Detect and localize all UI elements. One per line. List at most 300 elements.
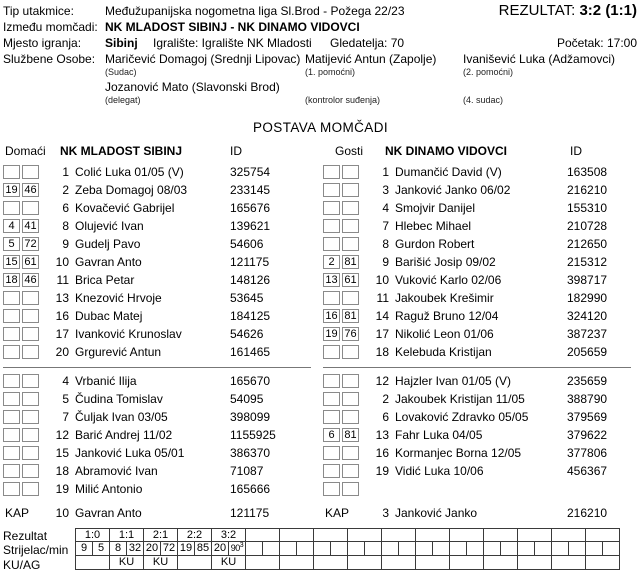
sub-minute-box bbox=[22, 464, 39, 478]
match-type-value: Međužupanijska nogometna liga Sl.Brod - Požega 22/23 bbox=[105, 4, 405, 18]
scorer-minute-cells bbox=[551, 541, 586, 556]
player-name: Vidić Luka 10/06 bbox=[395, 464, 484, 478]
scorer-minute-cells bbox=[483, 541, 518, 556]
home-captain-row bbox=[3, 505, 319, 523]
sub-player-box: 2 bbox=[323, 255, 340, 269]
sub-minute-box: 46 bbox=[22, 183, 39, 197]
player-name: Dubac Matej bbox=[75, 309, 143, 323]
minute-cell bbox=[364, 541, 382, 556]
score-cell bbox=[245, 528, 280, 542]
player-id: 163508 bbox=[567, 165, 608, 179]
player-id: 161465 bbox=[230, 345, 271, 359]
sub-minute-box bbox=[22, 410, 39, 424]
player-row bbox=[323, 481, 639, 499]
shirt-number: 12 bbox=[55, 428, 69, 442]
ku-ag-cell bbox=[313, 555, 348, 570]
shirt-number: 19 bbox=[375, 464, 389, 478]
player-name: Colić Luka 01/05 (V) bbox=[75, 165, 184, 179]
sub-player-box bbox=[3, 446, 20, 460]
player-id: 324120 bbox=[567, 309, 608, 323]
scorer-minute-cells bbox=[177, 541, 212, 556]
sub-player-box bbox=[323, 165, 340, 179]
shirt-number: 9 bbox=[382, 255, 389, 269]
shirt-number: 16 bbox=[55, 309, 69, 323]
ku-ag-cell bbox=[585, 555, 620, 570]
score-cell bbox=[551, 528, 586, 542]
delegate-role: (delegat) bbox=[105, 95, 141, 105]
scorer-cell: 8 bbox=[109, 541, 127, 556]
player-id: 398717 bbox=[567, 273, 608, 287]
shirt-number: 20 bbox=[55, 345, 69, 359]
fourth-official-role: (4. sudac) bbox=[463, 95, 504, 105]
ku-ag-cell bbox=[551, 555, 586, 570]
shirt-number: 15 bbox=[55, 446, 69, 460]
sub-minute-box bbox=[342, 410, 359, 424]
goal-column bbox=[585, 528, 620, 570]
goal-column bbox=[279, 528, 314, 570]
sub-minute-box bbox=[22, 392, 39, 406]
sub-minute-box bbox=[342, 374, 359, 388]
away-team-header bbox=[323, 144, 639, 164]
player-id: 165676 bbox=[230, 201, 271, 215]
player-name: Kovačević Gabrijel bbox=[75, 201, 175, 215]
sub-minute-box: 61 bbox=[342, 273, 359, 287]
player-name: Zeba Domagoj 08/03 bbox=[75, 183, 188, 197]
scorer-cell bbox=[551, 541, 569, 556]
ku-ag-cell: KU bbox=[211, 555, 246, 570]
player-id: 53645 bbox=[230, 291, 264, 305]
player-row bbox=[323, 272, 639, 290]
goal-column bbox=[177, 528, 212, 570]
shirt-number: 8 bbox=[382, 237, 389, 251]
shirt-number: 14 bbox=[375, 309, 389, 323]
kickoff-time: Početak: 17:00 bbox=[556, 36, 637, 50]
shirt-number: 17 bbox=[55, 327, 69, 341]
minute-cell bbox=[568, 541, 586, 556]
score-cell: 2:2 bbox=[177, 528, 212, 542]
shirt-number: 8 bbox=[62, 219, 69, 233]
away-captain-name: Janković Janko bbox=[395, 506, 478, 520]
shirt-number: 13 bbox=[55, 291, 69, 305]
player-name: Brica Petar bbox=[75, 273, 135, 287]
player-id: 205659 bbox=[567, 345, 608, 359]
scorer-cell: 19 bbox=[177, 541, 195, 556]
player-id: 235659 bbox=[567, 374, 608, 388]
player-name: Grgurević Antun bbox=[75, 345, 162, 359]
venue-label: Mjesto igranja: bbox=[3, 36, 82, 50]
scorer-minute-cells bbox=[313, 541, 348, 556]
goal-column bbox=[381, 528, 416, 570]
sub-minute-box bbox=[22, 482, 39, 496]
scorer-minute-cells bbox=[415, 541, 450, 556]
scorer-cell bbox=[245, 541, 263, 556]
player-name: Gavran Anto bbox=[75, 255, 142, 269]
goal-column bbox=[347, 528, 382, 570]
score-cell bbox=[313, 528, 348, 542]
score-cell bbox=[449, 528, 484, 542]
goal-column bbox=[483, 528, 518, 570]
player-row bbox=[323, 308, 639, 326]
away-captain-id: 216210 bbox=[567, 506, 608, 520]
score-cell: 1:1 bbox=[109, 528, 144, 542]
page-title: POSTAVA MOMČADI bbox=[252, 120, 388, 135]
player-name: Nikolić Leon 01/06 bbox=[395, 327, 494, 341]
player-id: 184125 bbox=[230, 309, 271, 323]
sub-minute-box bbox=[342, 165, 359, 179]
player-id: 456367 bbox=[567, 464, 608, 478]
player-row bbox=[3, 391, 319, 409]
shirt-number: 19 bbox=[55, 482, 69, 496]
shirt-number: 6 bbox=[62, 201, 69, 215]
player-id: 377806 bbox=[567, 446, 608, 460]
sub-player-box: 13 bbox=[323, 273, 340, 287]
sub-player-box bbox=[323, 446, 340, 460]
sub-minute-box bbox=[342, 482, 359, 496]
player-name: Vuković Karlo 02/06 bbox=[395, 273, 502, 287]
sub-minute-box bbox=[22, 446, 39, 460]
player-name: Čudina Tomislav bbox=[75, 392, 163, 406]
scorer-cell bbox=[415, 541, 433, 556]
shirt-number: 2 bbox=[62, 183, 69, 197]
home-bench-list bbox=[3, 373, 319, 499]
scorer-minute-cells bbox=[143, 541, 178, 556]
player-row bbox=[3, 254, 319, 272]
sub-player-box: 15 bbox=[3, 255, 20, 269]
sub-player-box bbox=[3, 309, 20, 323]
player-name: Olujević Ivan bbox=[75, 219, 144, 233]
ku-ag-cell bbox=[381, 555, 416, 570]
minute-cell: 32 bbox=[126, 541, 144, 556]
goal-column bbox=[415, 528, 450, 570]
sub-player-box bbox=[323, 392, 340, 406]
player-row bbox=[3, 218, 319, 236]
scorer-cell bbox=[313, 541, 331, 556]
player-name: Hlebec Mihael bbox=[395, 219, 472, 233]
player-row bbox=[3, 373, 319, 391]
player-id: 379569 bbox=[567, 410, 608, 424]
away-bench-divider bbox=[323, 367, 631, 368]
sub-minute-box: 81 bbox=[342, 255, 359, 269]
home-id-column-header: ID bbox=[230, 144, 242, 158]
sub-player-box bbox=[3, 165, 20, 179]
player-name: Kormanjec Borna 12/05 bbox=[395, 446, 522, 460]
sub-minute-box bbox=[342, 237, 359, 251]
controller-role: (kontrolor suđenja) bbox=[305, 95, 381, 105]
player-id: 139621 bbox=[230, 219, 271, 233]
player-name: Janković Luka 05/01 bbox=[75, 446, 185, 460]
ku-ag-cell: KU bbox=[143, 555, 178, 570]
player-name: Gudelj Pavo bbox=[75, 237, 141, 251]
shirt-number: 12 bbox=[375, 374, 389, 388]
away-captain-label: KAP bbox=[325, 506, 350, 520]
player-id: 148126 bbox=[230, 273, 271, 287]
player-row bbox=[3, 427, 319, 445]
sub-player-box: 18 bbox=[3, 273, 20, 287]
shirt-number: 11 bbox=[56, 273, 69, 287]
player-name: Knezović Hrvoje bbox=[75, 291, 162, 305]
minute-cell bbox=[330, 541, 348, 556]
shirt-number: 10 bbox=[375, 273, 389, 287]
player-id: 215312 bbox=[567, 255, 608, 269]
minute-cell bbox=[500, 541, 518, 556]
shirt-number: 7 bbox=[382, 219, 389, 233]
minute-cell: $90^3$ bbox=[228, 541, 246, 556]
sub-player-box bbox=[323, 374, 340, 388]
minute-cell bbox=[466, 541, 484, 556]
player-id: 165670 bbox=[230, 374, 271, 388]
sub-player-box: 16 bbox=[323, 309, 340, 323]
away-side-label: Gosti bbox=[335, 144, 364, 158]
player-row bbox=[3, 272, 319, 290]
shirt-number: 18 bbox=[375, 345, 389, 359]
sub-minute-box: 81 bbox=[342, 428, 359, 442]
sub-minute-box bbox=[342, 291, 359, 305]
sub-player-box bbox=[323, 183, 340, 197]
home-captain-label: KAP bbox=[5, 506, 30, 520]
player-row bbox=[3, 308, 319, 326]
scorer-cell bbox=[279, 541, 297, 556]
score-cell: 1:0 bbox=[75, 528, 110, 542]
sub-minute-box: 72 bbox=[22, 237, 39, 251]
away-id-column-header: ID bbox=[570, 144, 582, 158]
shirt-number: 1 bbox=[62, 165, 69, 179]
sub-player-box bbox=[3, 327, 20, 341]
ku-ag-cell bbox=[177, 555, 212, 570]
player-name: Janković Janko 06/02 bbox=[395, 183, 511, 197]
score-cell bbox=[415, 528, 450, 542]
result-label: REZULTAT: bbox=[498, 2, 576, 19]
sub-player-box bbox=[3, 482, 20, 496]
sub-player-box bbox=[323, 201, 340, 215]
scorer-cell bbox=[381, 541, 399, 556]
away-team-name: NK DINAMO VIDOVCI bbox=[385, 144, 508, 158]
home-side-label: Domaći bbox=[5, 144, 46, 158]
shirt-number: 13 bbox=[375, 428, 389, 442]
shirt-number: 6 bbox=[382, 410, 389, 424]
minute-cell bbox=[602, 541, 620, 556]
player-row bbox=[323, 445, 639, 463]
player-row bbox=[3, 182, 319, 200]
player-id: 71087 bbox=[230, 464, 264, 478]
player-name: Dumančić David (V) bbox=[395, 165, 502, 179]
scorer-cell bbox=[585, 541, 603, 556]
scorer-row-label: Strijelac/min bbox=[3, 543, 69, 557]
sub-minute-box bbox=[342, 446, 359, 460]
scorer-cell bbox=[347, 541, 365, 556]
player-name: Smojvir Danijel bbox=[395, 201, 476, 215]
player-row bbox=[3, 326, 319, 344]
player-row bbox=[323, 290, 639, 308]
player-name: Ivanković Krunoslav bbox=[75, 327, 182, 341]
sub-minute-box: 76 bbox=[342, 327, 359, 341]
shirt-number: 11 bbox=[376, 291, 389, 305]
player-id: 379622 bbox=[567, 428, 608, 442]
player-row bbox=[3, 200, 319, 218]
sub-player-box: 5 bbox=[3, 237, 20, 251]
player-name: Jakoubek Kristijan 11/05 bbox=[395, 392, 525, 406]
ku-ag-cell bbox=[279, 555, 314, 570]
goal-column bbox=[517, 528, 552, 570]
sub-minute-box bbox=[22, 345, 39, 359]
sub-minute-box: 46 bbox=[22, 273, 39, 287]
sub-player-box bbox=[3, 345, 20, 359]
scorer-minute-cells bbox=[211, 541, 246, 556]
player-id: 121175 bbox=[230, 255, 270, 269]
home-captain-name: Gavran Anto bbox=[75, 506, 142, 520]
scorer-cell bbox=[449, 541, 467, 556]
minute-cell bbox=[296, 541, 314, 556]
player-row bbox=[323, 182, 639, 200]
player-name: Barić Andrej 11/02 bbox=[75, 428, 173, 442]
player-id: 398099 bbox=[230, 410, 271, 424]
sub-player-box bbox=[3, 291, 20, 305]
player-row bbox=[3, 445, 319, 463]
player-row bbox=[3, 481, 319, 499]
sub-player-box: 6 bbox=[323, 428, 340, 442]
shirt-number: 1 bbox=[382, 165, 389, 179]
delegate-name: Jozanović Mato (Slavonski Brod) bbox=[105, 80, 280, 94]
scorer-minute-cells bbox=[279, 541, 314, 556]
player-id: 233145 bbox=[230, 183, 271, 197]
away-captain-row bbox=[323, 505, 639, 523]
sub-minute-box bbox=[22, 428, 39, 442]
player-row bbox=[323, 200, 639, 218]
ku-ag-cell bbox=[483, 555, 518, 570]
sub-player-box bbox=[3, 464, 20, 478]
result-value: 3:2 (1:1) bbox=[579, 2, 637, 19]
goal-column bbox=[313, 528, 348, 570]
player-row bbox=[323, 409, 639, 427]
scorer-minute-cells bbox=[381, 541, 416, 556]
player-row bbox=[323, 218, 639, 236]
sub-minute-box bbox=[22, 201, 39, 215]
scorer-cell: 9 bbox=[75, 541, 93, 556]
goal-column bbox=[75, 528, 110, 570]
home-starters-list bbox=[3, 164, 319, 362]
assistant2-role: (2. pomoćni) bbox=[463, 67, 514, 77]
goal-column bbox=[449, 528, 484, 570]
assistant1-name: Matijević Antun (Zapolje) bbox=[305, 52, 437, 66]
sub-player-box bbox=[323, 291, 340, 305]
player-name: Hajzler Ivan 01/05 (V) bbox=[395, 374, 512, 388]
player-id: 325754 bbox=[230, 165, 271, 179]
sub-player-box bbox=[323, 464, 340, 478]
ku-ag-cell bbox=[449, 555, 484, 570]
sub-player-box bbox=[323, 482, 340, 496]
shirt-number: 3 bbox=[382, 183, 389, 197]
scorer-minute-cells bbox=[109, 541, 144, 556]
minute-cell: 5 bbox=[92, 541, 110, 556]
ku-ag-cell: KU bbox=[109, 555, 144, 570]
sub-player-box: 19 bbox=[3, 183, 20, 197]
minute-cell bbox=[432, 541, 450, 556]
player-id: 388790 bbox=[567, 392, 608, 406]
sub-player-box: 19 bbox=[323, 327, 340, 341]
player-row bbox=[323, 254, 639, 272]
player-row bbox=[323, 344, 639, 362]
ku-ag-cell bbox=[347, 555, 382, 570]
sub-minute-box: 41 bbox=[22, 219, 39, 233]
shirt-number: 2 bbox=[382, 392, 389, 406]
sub-minute-box bbox=[342, 183, 359, 197]
sub-player-box bbox=[323, 345, 340, 359]
sub-minute-box: 81 bbox=[342, 309, 359, 323]
away-bench-list bbox=[323, 373, 639, 499]
away-starters-list bbox=[323, 164, 639, 362]
sub-minute-box: 61 bbox=[22, 255, 39, 269]
teams-value: NK MLADOST SIBINJ - NK DINAMO VIDOVCI bbox=[105, 20, 360, 34]
player-name: Čuljak Ivan 03/05 bbox=[75, 410, 168, 424]
scorer-cell: 20 bbox=[211, 541, 229, 556]
player-id: 155310 bbox=[567, 201, 608, 215]
shirt-number: 4 bbox=[62, 374, 69, 388]
score-cell: 2:1 bbox=[143, 528, 178, 542]
shirt-number: 4 bbox=[382, 201, 389, 215]
ku-ag-cell bbox=[517, 555, 552, 570]
scorer-minute-cells bbox=[449, 541, 484, 556]
player-name: Lovaković Zdravko 05/05 bbox=[395, 410, 529, 424]
score-cell bbox=[483, 528, 518, 542]
player-name: Jakoubek Krešimir bbox=[395, 291, 494, 305]
player-id: 210728 bbox=[567, 219, 608, 233]
sub-player-box bbox=[3, 392, 20, 406]
ku-ag-cell bbox=[415, 555, 450, 570]
player-row bbox=[323, 326, 639, 344]
player-row bbox=[3, 409, 319, 427]
score-cell bbox=[517, 528, 552, 542]
result-line bbox=[499, 2, 637, 19]
sub-player-box bbox=[3, 428, 20, 442]
home-team-panel bbox=[3, 144, 319, 523]
scorer-minute-cells bbox=[75, 541, 110, 556]
player-id: 212650 bbox=[567, 237, 608, 251]
player-id: 1155925 bbox=[230, 428, 276, 442]
scorer-minute-cells bbox=[245, 541, 280, 556]
shirt-number: 5 bbox=[62, 392, 69, 406]
shirt-number: 7 bbox=[62, 410, 69, 424]
sub-player-box bbox=[323, 219, 340, 233]
sub-player-box bbox=[323, 410, 340, 424]
away-team-panel bbox=[323, 144, 639, 523]
player-row bbox=[323, 427, 639, 445]
sub-player-box bbox=[323, 237, 340, 251]
sub-minute-box bbox=[22, 291, 39, 305]
home-team-header bbox=[3, 144, 319, 164]
goal-column bbox=[143, 528, 178, 570]
referee-name: Maričević Domagoj (Srednji Lipovac) bbox=[105, 52, 301, 66]
sub-player-box: 4 bbox=[3, 219, 20, 233]
sub-minute-box bbox=[342, 201, 359, 215]
away-captain-number: 3 bbox=[382, 506, 389, 520]
attendance-value: Gledatelja: 70 bbox=[330, 36, 405, 50]
player-id: 54095 bbox=[230, 392, 264, 406]
goal-column bbox=[211, 528, 246, 570]
scorer-minute-cells bbox=[347, 541, 382, 556]
player-row bbox=[323, 164, 639, 182]
goal-column bbox=[551, 528, 586, 570]
score-cell bbox=[381, 528, 416, 542]
sub-player-box bbox=[3, 410, 20, 424]
player-row bbox=[3, 164, 319, 182]
minute-cell bbox=[398, 541, 416, 556]
pitch-value: Igralište: Igralište NK Mladosti bbox=[153, 36, 312, 50]
minute-cell: 85 bbox=[194, 541, 212, 556]
player-name: Kelebuda Kristijan bbox=[395, 345, 492, 359]
player-name: Raguž Bruno 12/04 bbox=[395, 309, 499, 323]
scorer-minute-cells bbox=[517, 541, 552, 556]
ku-ag-cell bbox=[245, 555, 280, 570]
assistant1-role: (1. pomoćni) bbox=[305, 67, 356, 77]
